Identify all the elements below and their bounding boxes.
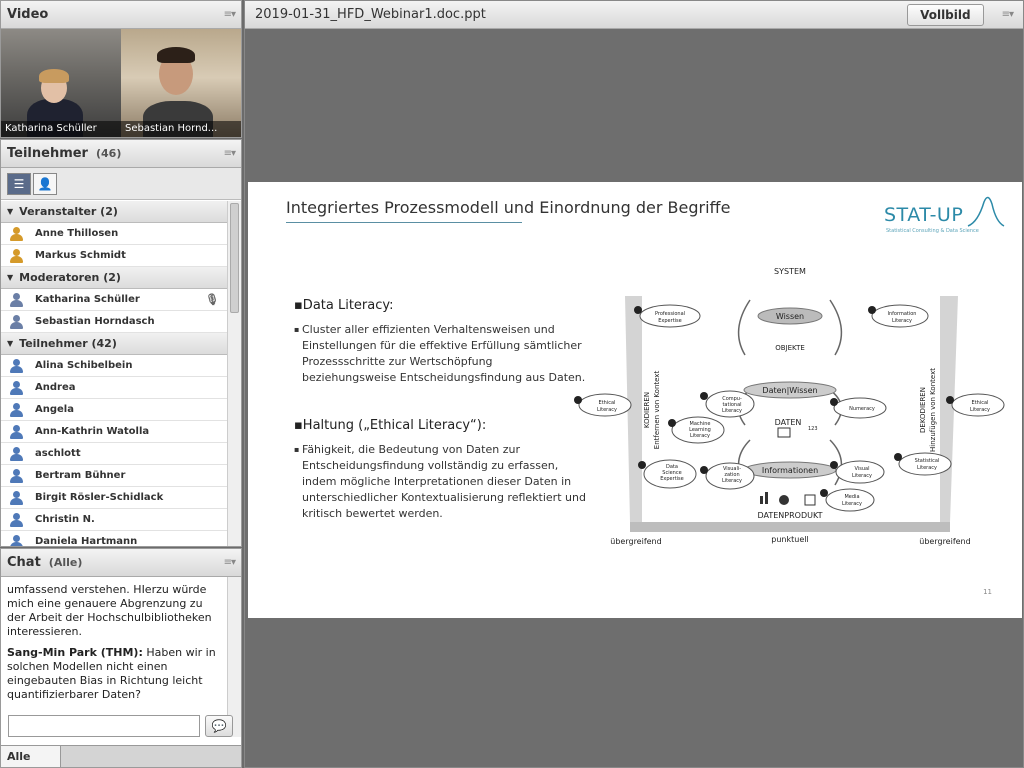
slide-title: Integriertes Prozessmodell und Einordnung der Begriffe — [286, 198, 731, 217]
label-objekte: OBJEKTE — [775, 344, 805, 352]
participant-user-icon — [9, 491, 23, 505]
participant-user-icon — [9, 359, 23, 373]
chat-scope: (Alle) — [48, 556, 83, 569]
list-item[interactable]: Angela — [1, 399, 227, 421]
svg-text:Literacy: Literacy — [851, 473, 873, 479]
fullscreen-button[interactable]: Vollbild — [907, 4, 984, 26]
svg-text:Compu-: Compu- — [722, 396, 742, 402]
list-item[interactable]: Birgit Rösler-Schidlack — [1, 487, 227, 509]
svg-text:Machine: Machine — [689, 421, 711, 427]
svg-text:Media: Media — [844, 494, 860, 500]
svg-text:Literacy: Literacy — [841, 501, 863, 507]
host-user-icon — [9, 227, 23, 241]
svg-text:Expertise: Expertise — [658, 318, 682, 324]
label-bottom-right: übergreifend — [919, 537, 971, 546]
svg-text:Literacy: Literacy — [891, 318, 913, 324]
svg-text:tational: tational — [722, 402, 742, 408]
svg-text:Literacy: Literacy — [721, 408, 743, 414]
list-item[interactable]: Andrea — [1, 377, 227, 399]
svg-text:Data: Data — [666, 464, 678, 470]
chat-author: Sang-Min Park (THM): — [7, 646, 143, 659]
participant-user-icon — [9, 381, 23, 395]
video-name-2: Sebastian Hornd... — [121, 121, 241, 137]
cloud-visual — [836, 461, 884, 483]
cloud-statistical — [899, 453, 951, 475]
cloud-information — [872, 305, 928, 327]
slide-page-number: 11 — [983, 588, 992, 596]
list-item[interactable]: Markus Schmidt — [1, 245, 227, 267]
video-pod-title: Video — [7, 7, 49, 22]
share-pod — [244, 0, 1024, 768]
cloud-computational — [706, 391, 754, 417]
chat-header — [1, 549, 241, 577]
title-underline — [286, 222, 522, 223]
label-daten-wissen: Daten|Wissen — [762, 386, 818, 395]
cloud-numeracy — [834, 398, 886, 418]
participant-user-icon — [9, 469, 23, 483]
label-dekodieren: DEKODIEREN — [919, 387, 927, 433]
label-datenprodukt: DATENPRODUKT — [757, 511, 823, 520]
svg-text:Ethical: Ethical — [971, 400, 989, 406]
pod-menu-icon[interactable]: ≡▾ — [223, 557, 235, 568]
grid-icon — [805, 495, 815, 505]
cloud-ethical-left — [579, 394, 631, 416]
pod-menu-icon[interactable]: ≡▾ — [1001, 9, 1013, 20]
group-moderators[interactable]: ▼ Moderatoren (2) — [1, 267, 227, 289]
group-participants[interactable]: ▼ Teilnehmer (42) — [1, 333, 227, 355]
label-system: SYSTEM — [774, 267, 806, 276]
svg-text:Literacy: Literacy — [596, 407, 618, 413]
label-informationen: Informationen — [761, 466, 819, 475]
pie-icon — [779, 495, 789, 505]
participants-header — [1, 140, 241, 168]
video-area — [1, 29, 241, 137]
chat-tabbar — [1, 745, 241, 767]
video-feed-2[interactable] — [121, 29, 241, 137]
participant-scrollbar[interactable] — [227, 201, 241, 546]
pod-menu-icon[interactable]: ≡▾ — [223, 148, 235, 159]
table-icon — [778, 428, 790, 437]
video-pod — [0, 0, 242, 138]
svg-text:Professional: Professional — [654, 311, 686, 317]
cloud-data-science — [644, 460, 696, 488]
collapse-triangle-icon[interactable]: ▼ — [7, 339, 14, 348]
attendee-view-icon[interactable]: 👤 — [33, 173, 57, 195]
svg-text:zation: zation — [724, 472, 740, 478]
process-model-diagram — [570, 260, 1010, 550]
participant-user-icon — [9, 447, 23, 461]
list-view-icon[interactable]: ☰ — [7, 173, 31, 195]
participant-user-icon — [9, 425, 23, 439]
list-item[interactable]: Anne Thillosen — [1, 223, 227, 245]
svg-text:Information: Information — [887, 311, 917, 317]
list-item[interactable]: Ann-Kathrin Watolla — [1, 421, 227, 443]
svg-text:Ethical: Ethical — [598, 400, 616, 406]
presenter-user-icon — [9, 293, 23, 307]
chat-title: Chat — [7, 555, 41, 570]
video-feed-1[interactable] — [1, 29, 121, 137]
scroll-thumb[interactable] — [230, 203, 239, 313]
svg-text:Statistical: Statistical — [914, 458, 940, 464]
section-data-literacy-body: ▪ Cluster aller effizienten Verhaltensweisen und Einstellungen für die effektive Erfüllung sämtlicher Prozessschritte zur Wertschöpfung beziehungsweise Entscheidungsfindung aus Daten. — [302, 322, 587, 386]
chat-pod — [0, 548, 242, 768]
participant-user-icon — [9, 513, 23, 527]
label-bottom-left: übergreifend — [610, 537, 662, 546]
label-daten-sup: 123 — [808, 426, 818, 432]
list-item[interactable]: Alina Schibelbein — [1, 355, 227, 377]
logo-text: STAT-UP — [884, 204, 964, 226]
label-daten: DATEN — [774, 418, 802, 427]
view-toggle — [1, 168, 241, 200]
cloud-media — [826, 489, 874, 511]
list-item[interactable]: Christin N. — [1, 509, 227, 531]
label-wissen: Wissen — [775, 312, 805, 321]
pod-menu-icon[interactable]: ≡▾ — [223, 9, 235, 20]
label-bottom-mid: punktuell — [771, 535, 809, 544]
label-kodieren: KODIEREN — [643, 391, 651, 429]
svg-text:Literacy: Literacy — [689, 433, 711, 439]
presenter-user-icon — [9, 315, 23, 329]
svg-text:Expertise: Expertise — [660, 476, 684, 482]
chat-messages — [1, 577, 227, 737]
list-item[interactable]: aschlott — [1, 443, 227, 465]
section-ethical-body: ▪ Fähigkeit, die Bedeutung von Daten zur Entscheidungsfindung vollständig zu erfassen, indem mögliche Interpretationen dieser Daten in unterschiedlicher Kontextualisierung reflektiert und kritisch bewertet werden. — [302, 442, 587, 522]
svg-text:Science: Science — [662, 470, 682, 476]
cloud-visualization — [706, 463, 754, 489]
bar-chart-icon — [760, 496, 763, 504]
collapse-triangle-icon[interactable]: ▼ — [7, 273, 14, 282]
chat-message: umfassend verstehen. HIerzu würde mich eine genauere Abgrenzung zu der Arbeit der Hochschulbibliotheken interessieren. — [7, 583, 212, 638]
microphone-icon: 🎙 — [205, 293, 219, 306]
stat-up-logo — [884, 192, 1004, 236]
svg-text:Literacy: Literacy — [969, 407, 991, 413]
participant-user-icon — [9, 535, 23, 547]
svg-text:Visuali-: Visuali- — [722, 466, 742, 472]
group-hosts[interactable]: ▼ Veranstalter (2) — [1, 201, 227, 223]
video-pod-header — [1, 1, 241, 29]
section-data-literacy-head: ▪Data Literacy: — [294, 298, 394, 313]
chat-tab-all[interactable]: Alle — [1, 746, 61, 767]
chat-scrollbar[interactable] — [227, 577, 241, 737]
chat-input[interactable] — [8, 715, 200, 737]
svg-text:Learning: Learning — [689, 427, 711, 433]
cloud-ethical-right — [952, 394, 1004, 416]
chat-message: Sang-Min Park (THM): Haben wir in solchen Modellen nicht einen eingebauten Bias in Richtung leicht quantifizierbarer Daten? — [7, 646, 216, 701]
participant-list — [1, 201, 227, 546]
logo-curve-icon — [966, 192, 1006, 228]
participant-user-icon — [9, 403, 23, 417]
send-message-icon[interactable]: 💬 — [205, 715, 233, 737]
participants-count: (46) — [95, 147, 122, 160]
presentation-slide — [248, 182, 1022, 618]
list-item[interactable]: Bertram Bühner — [1, 465, 227, 487]
list-item[interactable]: Sebastian Horndasch — [1, 311, 227, 333]
svg-text:Literacy: Literacy — [721, 478, 743, 484]
label-dekodieren-sub: Hinzufügen von Kontext — [929, 368, 937, 452]
svg-text:Visual: Visual — [854, 466, 870, 472]
collapse-triangle-icon[interactable]: ▼ — [7, 207, 14, 216]
bottom-bar — [630, 522, 950, 532]
video-name-1: Katharina Schüller — [1, 121, 121, 137]
svg-text:Numeracy: Numeracy — [849, 406, 875, 412]
cloud-professional — [640, 305, 700, 327]
list-item[interactable]: Katharina Schüller 🎙 — [1, 289, 227, 311]
list-item[interactable]: Daniela Hartmann — [1, 531, 227, 546]
host-user-icon — [9, 249, 23, 263]
label-kodieren-sub: Entfernen von Kontext — [653, 370, 661, 450]
participants-title: Teilnehmer — [7, 146, 88, 161]
cloud-machine-learning — [672, 417, 724, 443]
svg-text:Literacy: Literacy — [916, 465, 938, 471]
share-title: 2019-01-31_HFD_Webinar1.doc.ppt — [255, 7, 486, 22]
section-ethical-head: ▪Haltung („Ethical Literacy“): — [294, 418, 487, 433]
logo-subtitle: Statistical Consulting & Data Science — [886, 228, 979, 234]
participants-pod — [0, 139, 242, 547]
share-header — [245, 1, 1023, 29]
